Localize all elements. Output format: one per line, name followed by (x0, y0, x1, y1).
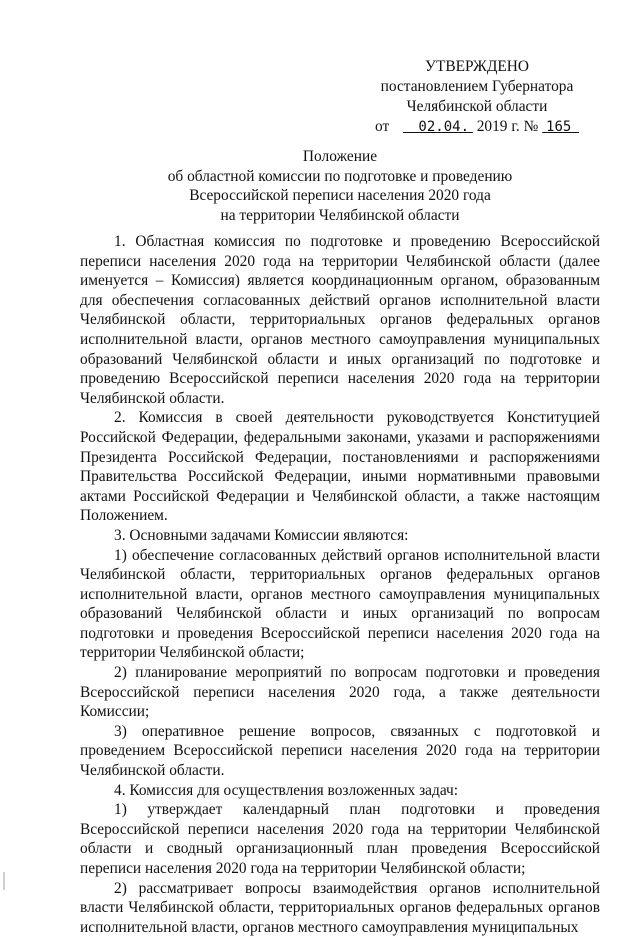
paragraph-3: 3. Основными задачами Комиссии являются: (114, 526, 409, 544)
date-value: 02.04. (418, 119, 469, 135)
paragraph-4-item-2: 2) рассматривает вопросы взаимодействия органов исполнительной власти Челябинской области, территориальных органов федеральных органов исполнительной власти, органов местного самоуправления муниципальных (80, 879, 600, 936)
approval-date-line (352, 117, 602, 137)
scan-edge-mark (3, 872, 5, 890)
date-field (393, 118, 473, 135)
paragraph-2: 2. Комиссия в своей деятельности руководствуется Конституцией Российской Федерации, федеральными законами, указами и распоряжениями Президента Российской Федерации, постановлениями и распоряжениями Правительства Российской Федерации, иными нормативными правовыми актами Российской Федерации и Челябинской области, а также настоящим Положением. (80, 409, 600, 525)
date-prefix: от (374, 118, 390, 135)
document-body (80, 232, 600, 937)
approval-line-1: постановлением Губернатора (380, 78, 574, 95)
document-title (80, 147, 600, 225)
title-line-2: об областной комиссии по подготовке и проведению (167, 167, 513, 185)
paragraph-4: 4. Комиссия для осуществления возложенных задач: (114, 781, 459, 799)
title-line-1: Положение (302, 148, 378, 165)
document-number: 165 (546, 119, 572, 135)
paragraph-3-item-1: 1) обеспечение согласованных действий органов исполнительной власти Челябинской области, территориальных органов федеральных органов исполнительной власти, органов местного самоуправления муниципальных образований Челябинской области и иных организаций по вопросам подготовки и проведения Всероссийской переписи населения 2020 года на территории Челябинской области; (80, 546, 600, 662)
paragraph-1: 1. Областная комиссия по подготовке и проведению Всероссийской переписи населения 2020 года на территории Челябинской области (далее именуется – Комиссия) является координационным органом, образованным для обеспечения согласованных действий органов исполнительной власти Челябинской области, территориальных органов федеральных органов исполнительной власти, органов местного самоуправления муниципальных образований Челябинской области и иных организаций по подготовке и проведению Всероссийской переписи населения 2020 года на территории Челябинской области. (80, 233, 600, 407)
approval-block (352, 57, 602, 137)
paragraph-3-item-3: 3) оперативное решение вопросов, связанных с подготовкой и проведением Всероссийской переписи населения 2020 года на территории Челябинской области. (80, 722, 600, 780)
paragraph-4-item-1: 1) утверждает календарный план подготовки и проведения Всероссийской переписи населения 2020 года на территории Челябинской области и сводный организационный план проведения Всероссийской переписи населения 2020 года на территории Челябинской области; (80, 801, 600, 877)
paragraph-3-item-2: 2) планирование мероприятий по вопросам подготовки и проведения Всероссийской переписи населения 2020 года, а также деятельности Комиссии; (80, 664, 600, 721)
approval-heading: УТВЕРЖДЕНО (425, 58, 529, 75)
title-line-3: Всероссийской переписи населения 2020 года (189, 187, 491, 205)
year-suffix: 2019 г. № (476, 118, 539, 135)
title-line-4: на территории Челябинской области (220, 206, 460, 224)
number-field (542, 118, 579, 135)
approval-line-2: Челябинской области (406, 98, 548, 115)
